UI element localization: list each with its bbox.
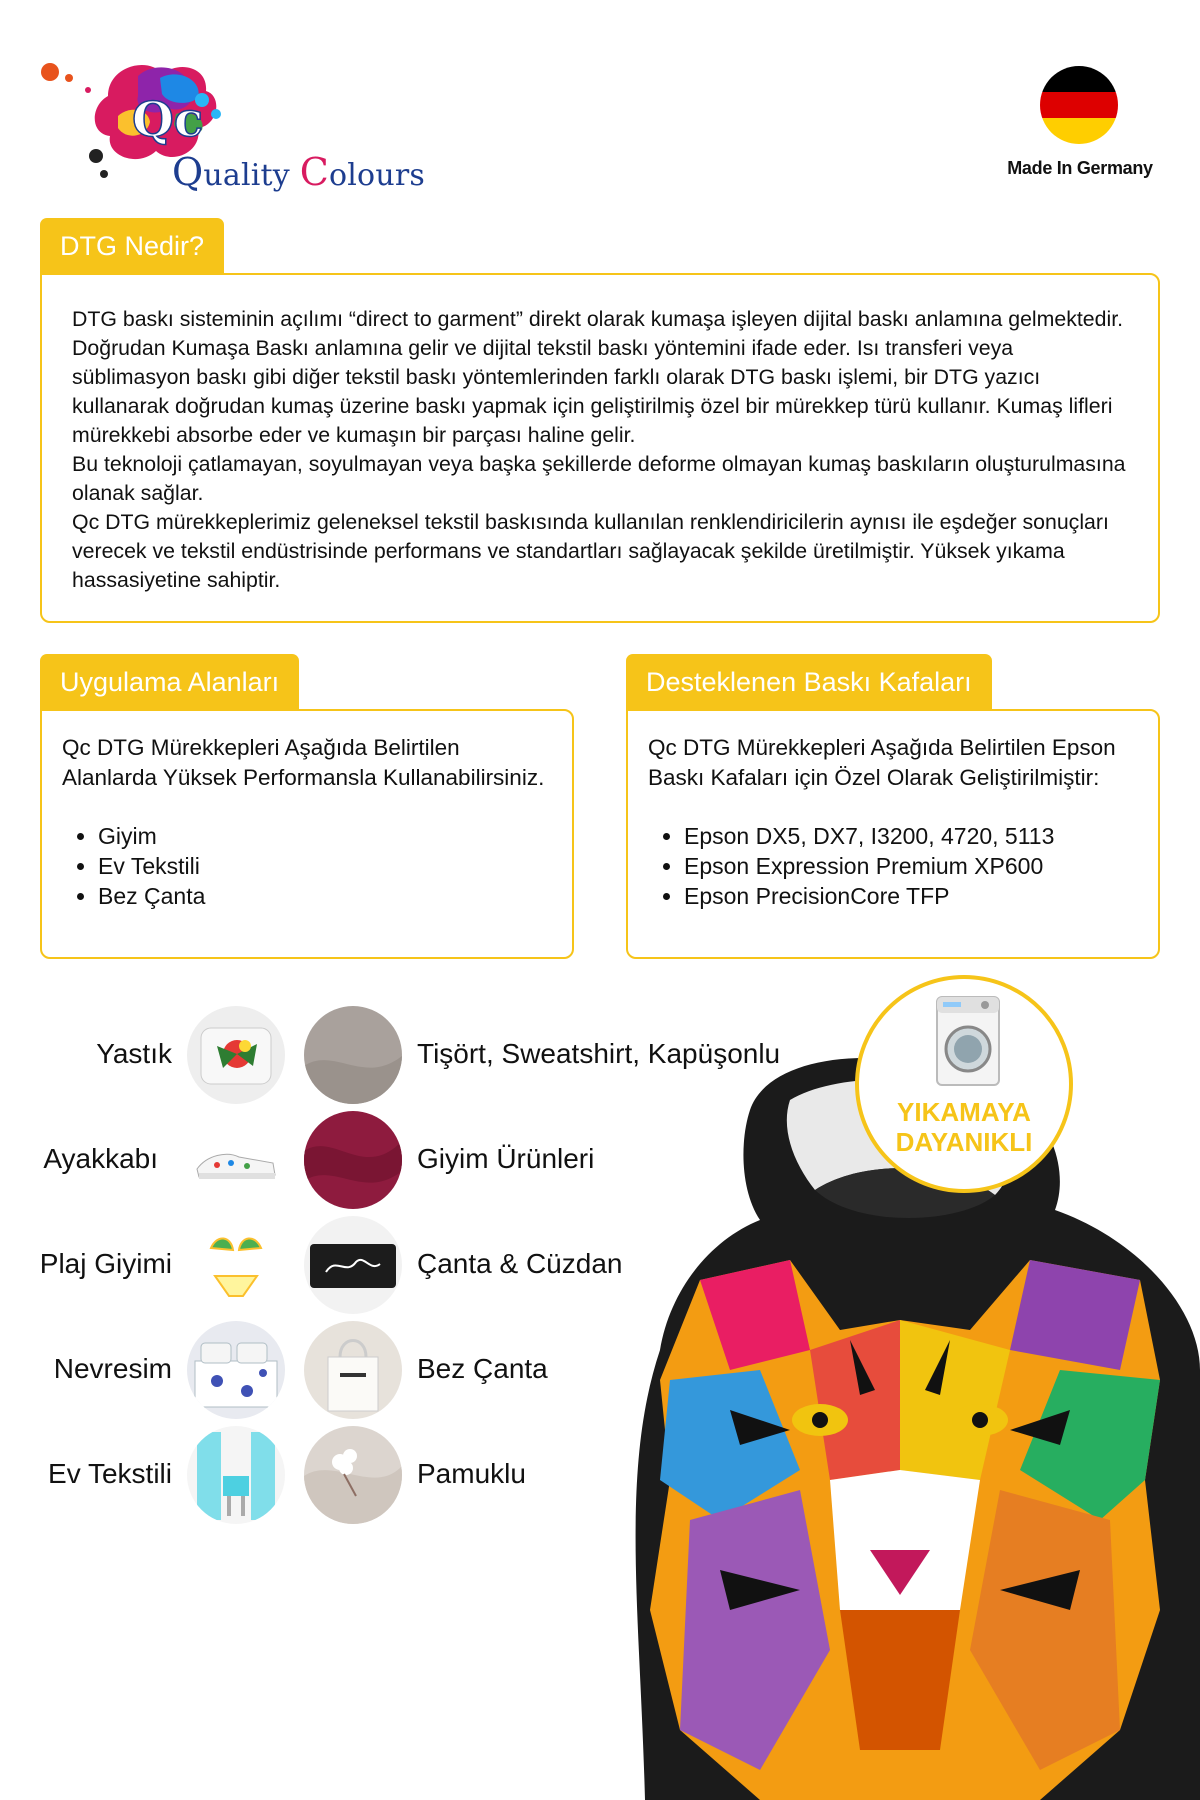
printheads-intro: Qc DTG Mürekkepleri Aşağıda Belirtilen Epson Baskı Kafaları için Özel Olarak Geliştirilmiştir: bbox=[648, 735, 1116, 790]
list-item: • Giyim bbox=[98, 821, 552, 851]
tote-bag-icon bbox=[304, 1321, 402, 1419]
gallery-label-bags: Çanta & Cüzdan bbox=[417, 1248, 623, 1279]
gallery-label-bedding: Nevresim bbox=[53, 1353, 172, 1384]
pillow-icon bbox=[187, 1006, 285, 1104]
bikini-icon bbox=[187, 1216, 285, 1314]
dtg-section-title: DTG Nedir? bbox=[40, 218, 224, 274]
cotton-icon bbox=[304, 1426, 402, 1524]
gallery-label-tshirt: Tişört, Sweatshirt, Kapüşonlu bbox=[417, 1038, 781, 1069]
printheads-section-title: Desteklenen Baskı Kafaları bbox=[626, 654, 992, 710]
dtg-paragraph: Qc DTG mürekkeplerimiz geleneksel tekstil baskısında kullanılan renklendiricilerin aynısı ile eşdeğer sonuçları verecek ve tekstil endüstrisinde performans ve standartları sağlayacak şekilde üretilmiştir. Yüksek yıkama hassasiyetine sahiptir. bbox=[72, 510, 1109, 592]
washing-machine-icon bbox=[933, 993, 1003, 1089]
burgundy-fabric-icon bbox=[304, 1111, 402, 1209]
applications-section-title: Uygulama Alanları bbox=[40, 654, 299, 710]
made-in-germany-label: Made In Germany bbox=[1007, 158, 1153, 178]
grey-fabric-icon bbox=[304, 1006, 402, 1104]
clutch-icon bbox=[304, 1216, 402, 1314]
logo-wordmark: Quality Colours bbox=[172, 150, 425, 194]
dtg-paragraph: DTG baskı sisteminin açılımı “direct to garment” direkt olarak kumaşa işleyen dijital baskı anlamına gelmektedir. Doğrudan Kumaşa Baskı anlamına gelir ve dijital tekstil baskı yöntemini ifade eder. Isı transferi veya süblimasyon baskı gibi diğer tekstil baskı yöntemlerinden farklı olarak DTG baskı işlemi, bir DTG yazıcı kullanarak doğrudan kumaş üzerine baskı yapmak için geliştirilmiş özel bir mürekkep türü kullanır. Kumaş lifleri mürekkebi absorbe eder ve kumaşın bir parçası haline gelir. bbox=[72, 307, 1124, 447]
dtg-paragraph: Bu teknoloji çatlamayan, soyulmayan veya başka şekillerde deforme olmayan kumaş baskıların oluşturulmasına olanak sağlar. bbox=[72, 452, 1126, 505]
sneaker-icon bbox=[187, 1111, 285, 1209]
applications-list bbox=[62, 821, 552, 911]
list-item: • Epson PrecisionCore TFP bbox=[684, 881, 1138, 911]
list-item: • Epson DX5, DX7, I3200, 4720, 5113 bbox=[684, 821, 1138, 851]
applications-box bbox=[40, 709, 574, 959]
gallery-label-tote: Bez Çanta bbox=[417, 1353, 548, 1384]
svg-text:Qc: Qc bbox=[132, 92, 204, 148]
gallery-label-pillow: Yastık bbox=[96, 1038, 172, 1069]
badge-text: YIKAMAYA DAYANIKLI bbox=[895, 1097, 1033, 1157]
list-item: • Epson Expression Premium XP600 bbox=[684, 851, 1138, 881]
list-item: • Bez Çanta bbox=[98, 881, 552, 911]
gallery-label-home-textile: Ev Tekstili bbox=[48, 1458, 172, 1489]
dtg-description bbox=[72, 305, 1128, 595]
printheads-list bbox=[648, 821, 1138, 911]
applications-intro: Qc DTG Mürekkepleri Aşağıda Belirtilen Alanlarda Yüksek Performansla Kullanabilirsiniz. bbox=[62, 735, 545, 790]
gallery-label-apparel: Giyim Ürünleri bbox=[417, 1143, 595, 1174]
bedding-icon bbox=[187, 1321, 285, 1419]
gallery-label-cotton: Pamuklu bbox=[417, 1458, 526, 1489]
list-item: • Ev Tekstili bbox=[98, 851, 552, 881]
wash-resistant-badge bbox=[855, 975, 1073, 1193]
curtain-icon bbox=[187, 1426, 285, 1524]
gallery-label-shoes: Ayakkabı bbox=[43, 1143, 158, 1174]
printheads-box bbox=[626, 709, 1160, 959]
dtg-description-box bbox=[40, 273, 1160, 623]
germany-flag-icon bbox=[1040, 66, 1118, 144]
gallery-label-beachwear: Plaj Giyimi bbox=[39, 1248, 172, 1279]
